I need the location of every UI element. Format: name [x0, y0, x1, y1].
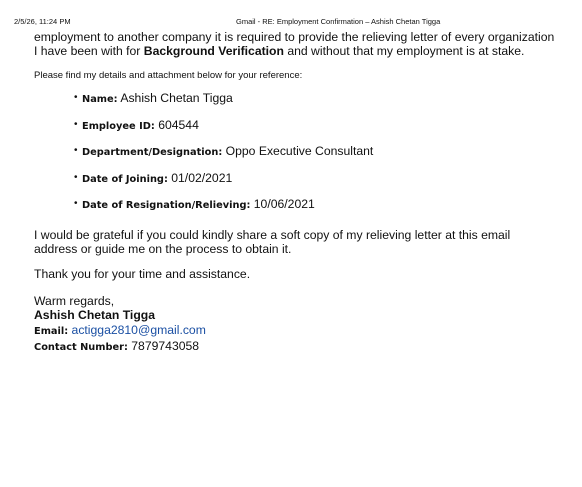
email-label: Email:: [34, 325, 69, 337]
detail-value: 01/02/2021: [171, 170, 233, 185]
grateful-line-2: address or guide me on the process to obtain it.: [34, 241, 292, 256]
detail-label: Date of Resignation/Relieving:: [82, 200, 251, 211]
detail-date-of-joining: [74, 170, 574, 197]
bullet-icon: •: [74, 118, 78, 130]
detail-label: Name:: [82, 94, 118, 105]
intro-line-1: employment to another company it is required to provide the relieving letter of every organization: [34, 30, 555, 44]
grateful-line-1: I would be grateful if you could kindly share a soft copy of my relieving letter at this email: [34, 227, 511, 242]
regards-text: Warm regards,: [34, 293, 115, 308]
detail-employee-id: [74, 117, 574, 144]
sender-name: Ashish Chetan Tigga: [34, 308, 155, 322]
bullet-icon: •: [74, 145, 78, 156]
thanks-paragraph: Thank you for your time and assistance.: [34, 266, 251, 281]
detail-value: 604544: [158, 117, 199, 132]
detail-label: Employee ID:: [82, 120, 155, 132]
intro-line-2-post: and without that my employment is at stake.: [283, 44, 525, 58]
detail-value: Ashish Chetan Tigga: [120, 91, 233, 105]
background-verification-text: Background Verification: [143, 44, 284, 58]
print-date: 2/5/26, 11:24 PM: [14, 17, 71, 26]
contact-label: Contact Number:: [34, 342, 128, 353]
print-header: [14, 16, 568, 28]
contact-line: [34, 339, 574, 356]
bullet-icon: •: [74, 92, 78, 103]
contact-number: 7879743058: [131, 339, 200, 353]
email-body: [34, 30, 574, 356]
detail-date-of-resignation: [74, 196, 574, 223]
reference-line: Please find my details and attachment below for your reference:: [34, 70, 303, 81]
bullet-icon: •: [74, 198, 78, 209]
detail-value: Oppo Executive Consultant: [225, 144, 374, 158]
grateful-paragraph: [34, 228, 574, 256]
email-link[interactable]: actigga2810@gmail.com: [71, 322, 206, 337]
email-line: [34, 323, 574, 340]
intro-paragraph: [34, 30, 574, 58]
detail-label: Date of Joining:: [82, 173, 168, 185]
detail-value: 10/06/2021: [253, 197, 315, 211]
print-title: Gmail - RE: Employment Confirmation – Ashish Chetan Tigga: [236, 17, 441, 26]
bullet-icon: •: [74, 171, 78, 183]
details-list: [34, 90, 574, 223]
intro-line-2-pre: I have been with for: [34, 44, 144, 58]
detail-label: Department/Designation:: [82, 147, 223, 158]
detail-name: [74, 90, 574, 117]
detail-department: [74, 143, 574, 170]
signature-block: [34, 294, 574, 356]
